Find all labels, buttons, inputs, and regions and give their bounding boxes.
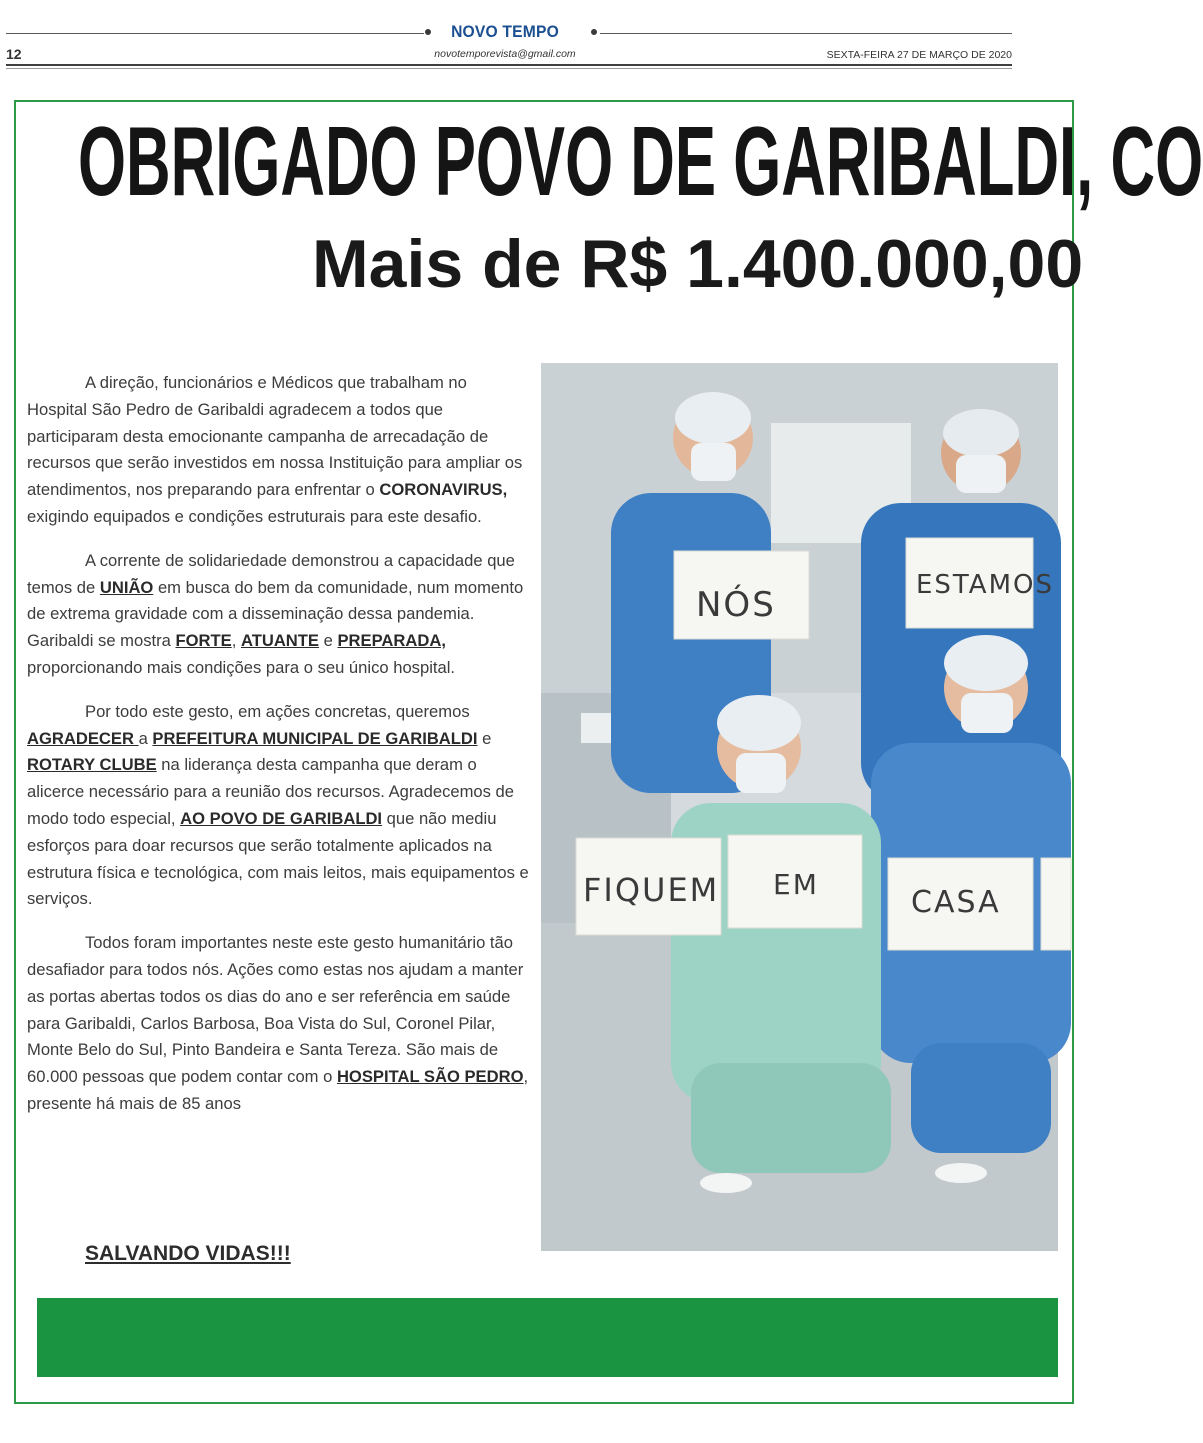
text: Por todo este gesto, em ações concretas, queremos [85, 701, 470, 721]
sign-em: EM [773, 868, 819, 901]
text: que não mediu esforços para doar recursos que serão totalmente aplicados na estrutura física e tecnológica, com mais leitos, mais equipamentos e serviços. [27, 808, 529, 909]
text: Todos foram importantes neste este gesto humanitário tão desafiador para todos nós. Ações como estas nos ajudam a manter as portas abertas todos os dias do ano e ser referência em saúde para Garibaldi, Carlos Barbosa, Boa Vista do Sul, Coronel Pilar, Monte Belo do Sul, Pinto Bandeira e Santa Tereza. São mais de 60.000 pessoas que podem contar com o [27, 933, 524, 1087]
text: em busca do bem da comunidade, num momento de extrema gravidade com a disseminação dessa pandemia. Garibaldi se mostra [27, 577, 524, 651]
text: , [231, 631, 241, 651]
emphasis: PREFEITURA MUNICIPAL DE GARIBALDI [152, 728, 478, 748]
photo-illustration [541, 363, 1058, 1251]
emphasis: AGRADECER [27, 728, 139, 748]
emphasis: UNIÃO [99, 577, 154, 597]
bold-text: CORONAVIRUS, [379, 480, 508, 500]
text: , presente há mais de 85 anos [27, 1067, 529, 1113]
subheadline: Mais de R$ 1.400.000,00 [312, 226, 1084, 302]
article-body [27, 370, 530, 1135]
text: A direção, funcionários e Médicos que trabalham no Hospital São Pedro de Garibaldi agradecem a todos que participaram desta emocionante campanha de arrecadação de recursos que serão investidos em nossa Instituição para ampliar os atendimentos, nos preparando para enfrentar o [27, 373, 523, 500]
emphasis: AO POVO DE GARIBALDI [180, 808, 383, 828]
masthead-rule [6, 64, 1012, 66]
sign-estamos: ESTAMOS [916, 570, 1054, 600]
text: proporcionando mais condições para o seu único hospital. [27, 657, 456, 677]
text: exigindo equipados e condições estruturais para este desafio. [27, 506, 482, 526]
paragraph-2 [27, 548, 530, 682]
text: e [477, 728, 492, 748]
emphasis: PREPARADA, [337, 631, 446, 651]
page-number: 12 [6, 46, 22, 62]
closing-line: SALVANDO VIDAS!!! [85, 1242, 291, 1265]
masthead-line-right [600, 33, 1012, 34]
paragraph-4 [27, 930, 530, 1118]
sign-nos: NÓS [696, 585, 776, 625]
text: e [319, 631, 338, 651]
issue-date: SEXTA-FEIRA 27 DE MARÇO DE 2020 [826, 49, 1012, 61]
sign-fiquem: FIQUEM [583, 871, 720, 909]
sign-casa: CASA [911, 885, 1001, 920]
publication-brand: NOVO TEMPO [451, 22, 559, 41]
paragraph-1 [27, 370, 530, 531]
text: a [138, 728, 153, 748]
emphasis: FORTE [175, 631, 232, 651]
emphasis: ROTARY CLUBE [27, 755, 157, 775]
green-footer-band [37, 1298, 1058, 1377]
contact-email: novotemporevista@gmail.com [434, 48, 576, 60]
hospital-staff-photo [541, 363, 1058, 1251]
masthead-dot-right [591, 29, 597, 35]
masthead-line-left [6, 33, 424, 34]
emphasis: HOSPITAL SÃO PEDRO [336, 1067, 524, 1087]
headline: OBRIGADO POVO DE GARIBALDI, CO [78, 106, 1203, 216]
masthead-dot-left [425, 29, 431, 35]
masthead-rule-thin [6, 68, 1012, 69]
text: na liderança desta campanha que deram o alicerce necessário para a reunião dos recursos. Agradecemos de modo todo especial, [27, 755, 515, 828]
text: A corrente de solidariedade demonstrou a capacidade que temos de [27, 550, 515, 597]
paragraph-3 [27, 699, 530, 913]
emphasis: ATUANTE [240, 631, 319, 651]
